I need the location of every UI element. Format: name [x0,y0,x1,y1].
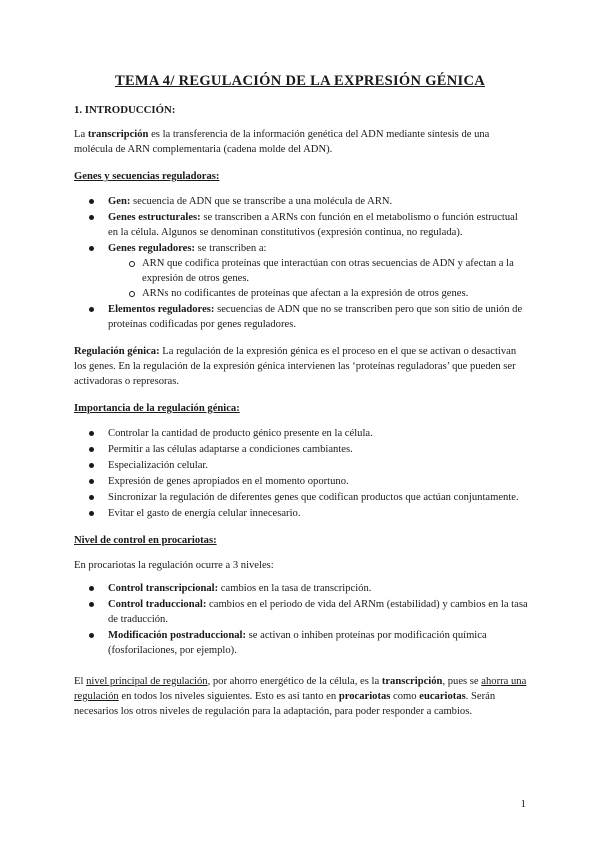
intro-paragraph: La transcripción es la transferencia de la información genética del ADN mediante síntesis de una molécula de ARN complementaria (cadena molde del ADN). [74,129,490,155]
sub-list-item: ARNs no codificantes de proteínas que afectan a la expresión de otros genes. [108,286,529,301]
document-body [74,103,529,731]
list-item: Genes estructurales: se transcriben a ARNs con función en el metabolismo o función estructual en la célula. Algunos se denominan constitutivos (expresión continua, no regulada). [74,210,529,240]
list-item: Gen: secuencia de ADN que se transcribe a una molécula de ARN. [74,194,529,209]
prokaryotes-list [74,581,529,658]
page-number: 1 [520,798,526,810]
sub-list [108,256,529,301]
page-title: TEMA 4/ REGULACIÓN DE LA EXPRESIÓN GÉNICA [114,73,486,89]
list-item: Elementos reguladores: secuencias de ADN que no se transcriben pero que son sitio de unión de proteínas codificadas por genes reguladores. [74,302,529,332]
regulation-paragraph: Regulación génica: La regulación de la expresión génica es el proceso en el que se activan o desactivan los genes. En la regulación de la expresión génica intervienen las ‘proteínas reguladoras’ que pueden ser activadoras o represoras. [74,346,517,387]
list-item: Evitar el gasto de energía celular innecesario. [74,506,529,521]
list-item: Expresión de genes apropiados en el momento oportuno. [74,474,529,489]
list-item: Permitir a las células adaptarse a condiciones cambiantes. [74,442,529,457]
list-item: Controlar la cantidad de producto génico presente en la célula. [74,426,529,441]
prokaryotes-heading: Nivel de control en procariotas: [74,535,217,546]
list-item: Control traduccional: cambios en el periodo de vida del ARNm (estabilidad) y cambios en la tasa de traducción. [74,597,529,627]
list-item: Sincronizar la regulación de diferentes genes que codifican productos que actúan conjuntamente. [74,490,529,505]
list-item: Genes reguladores: se transcriben a: ARN que codifica proteínas que interactúan con otras secuencias de ADN y afectan a la expresión de otros genes. ARNs no codificantes de proteínas que afectan a la expresión de otros genes. [74,241,529,301]
importance-heading: Importancia de la regulación génica: [74,403,240,414]
genes-heading: Genes y secuencias reguladoras: [74,171,220,182]
section-heading-intro: 1. INTRODUCCIÓN: [74,104,176,116]
list-item: Modificación postraduccional: se activan o inhiben proteínas por modificación química (fosforilaciones, por ejemplo). [74,628,529,658]
final-paragraph: El nivel principal de regulación, por ahorro energético de la célula, es la transcripción, pues se ahorra una regulación en todos los niveles siguientes. Esto es así tanto en procariotas como eucariotas. Serán necesarios los otros niveles de regulación para la adaptación, para poder responder a cambios. [74,676,527,717]
sub-list-item: ARN que codifica proteínas que interactúan con otras secuencias de ADN y afectan a la expresión de otros genes. [108,256,529,286]
list-item: Especialización celular. [74,458,529,473]
genes-list [74,194,529,332]
prokaryotes-intro: En procariotas la regulación ocurre a 3 niveles: [74,560,274,571]
importance-list [74,426,529,521]
list-item: Control transcripcional: cambios en la tasa de transcripción. [74,581,529,596]
